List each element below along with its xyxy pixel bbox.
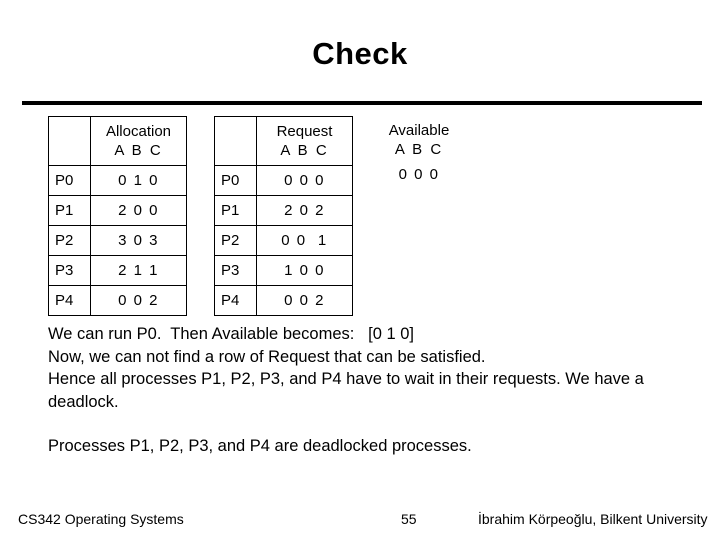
table-row — [49, 286, 187, 316]
table-row — [49, 166, 187, 196]
table-row — [215, 196, 353, 226]
process-name: P2 — [49, 226, 91, 256]
body-line: Now, we can not find a row of Request that can be satisfied. — [48, 347, 486, 366]
available-header-title: Available — [388, 122, 450, 139]
allocation-header-row — [49, 117, 187, 166]
request-value: 0 0 0 — [257, 166, 353, 196]
process-name: P0 — [215, 166, 257, 196]
allocation-value: 0 1 0 — [91, 166, 187, 196]
process-name: P0 — [49, 166, 91, 196]
request-header — [257, 117, 353, 166]
table-row — [215, 166, 353, 196]
allocation-value: 2 1 1 — [91, 256, 187, 286]
process-name: P3 — [49, 256, 91, 286]
allocation-table — [48, 116, 187, 316]
allocation-value: 3 0 3 — [91, 226, 187, 256]
process-name: P1 — [49, 196, 91, 226]
table-row — [215, 286, 353, 316]
table-row — [49, 256, 187, 286]
request-value: 2 0 2 — [257, 196, 353, 226]
paragraph-gap — [48, 413, 668, 435]
table-row — [215, 256, 353, 286]
body-line: Hence all processes P1, P2, P3, and P4 have to wait in their requests. We have a deadlock. — [48, 370, 644, 411]
slide-title: Check — [312, 36, 408, 71]
title-divider — [22, 101, 702, 105]
allocation-header-columns: A B C — [114, 142, 163, 159]
request-header-title: Request — [276, 123, 333, 140]
allocation-header-title: Allocation — [105, 123, 172, 140]
footer-course: CS342 Operating Systems — [18, 511, 184, 527]
slide-body — [48, 323, 668, 458]
body-line: We can run P0. Then Available becomes: [0 1 0] — [48, 325, 414, 343]
request-value: 1 0 0 — [257, 256, 353, 286]
footer-author: İbrahim Körpeoğlu, Bilkent University — [478, 511, 708, 527]
process-name: P4 — [215, 286, 257, 316]
allocation-header-blank — [49, 117, 91, 166]
process-name: P1 — [215, 196, 257, 226]
request-header-row — [215, 117, 353, 166]
allocation-value: 0 0 2 — [91, 286, 187, 316]
allocation-value: 2 0 0 — [91, 196, 187, 226]
process-name: P2 — [215, 226, 257, 256]
available-header — [370, 121, 468, 159]
footer-page-number: 55 — [401, 511, 417, 527]
body-line: Processes P1, P2, P3, and P4 are deadlocked processes. — [48, 437, 472, 455]
available-value: 0 0 0 — [398, 166, 440, 183]
request-header-blank — [215, 117, 257, 166]
table-row — [49, 196, 187, 226]
table-row — [49, 226, 187, 256]
available-header-columns: A B C — [394, 141, 444, 158]
request-value: 0 0 1 — [257, 226, 353, 256]
request-table — [214, 116, 353, 316]
request-header-columns: A B C — [280, 142, 329, 159]
process-name: P3 — [215, 256, 257, 286]
process-name: P4 — [49, 286, 91, 316]
table-row — [215, 226, 353, 256]
allocation-header — [91, 117, 187, 166]
request-value: 0 0 2 — [257, 286, 353, 316]
